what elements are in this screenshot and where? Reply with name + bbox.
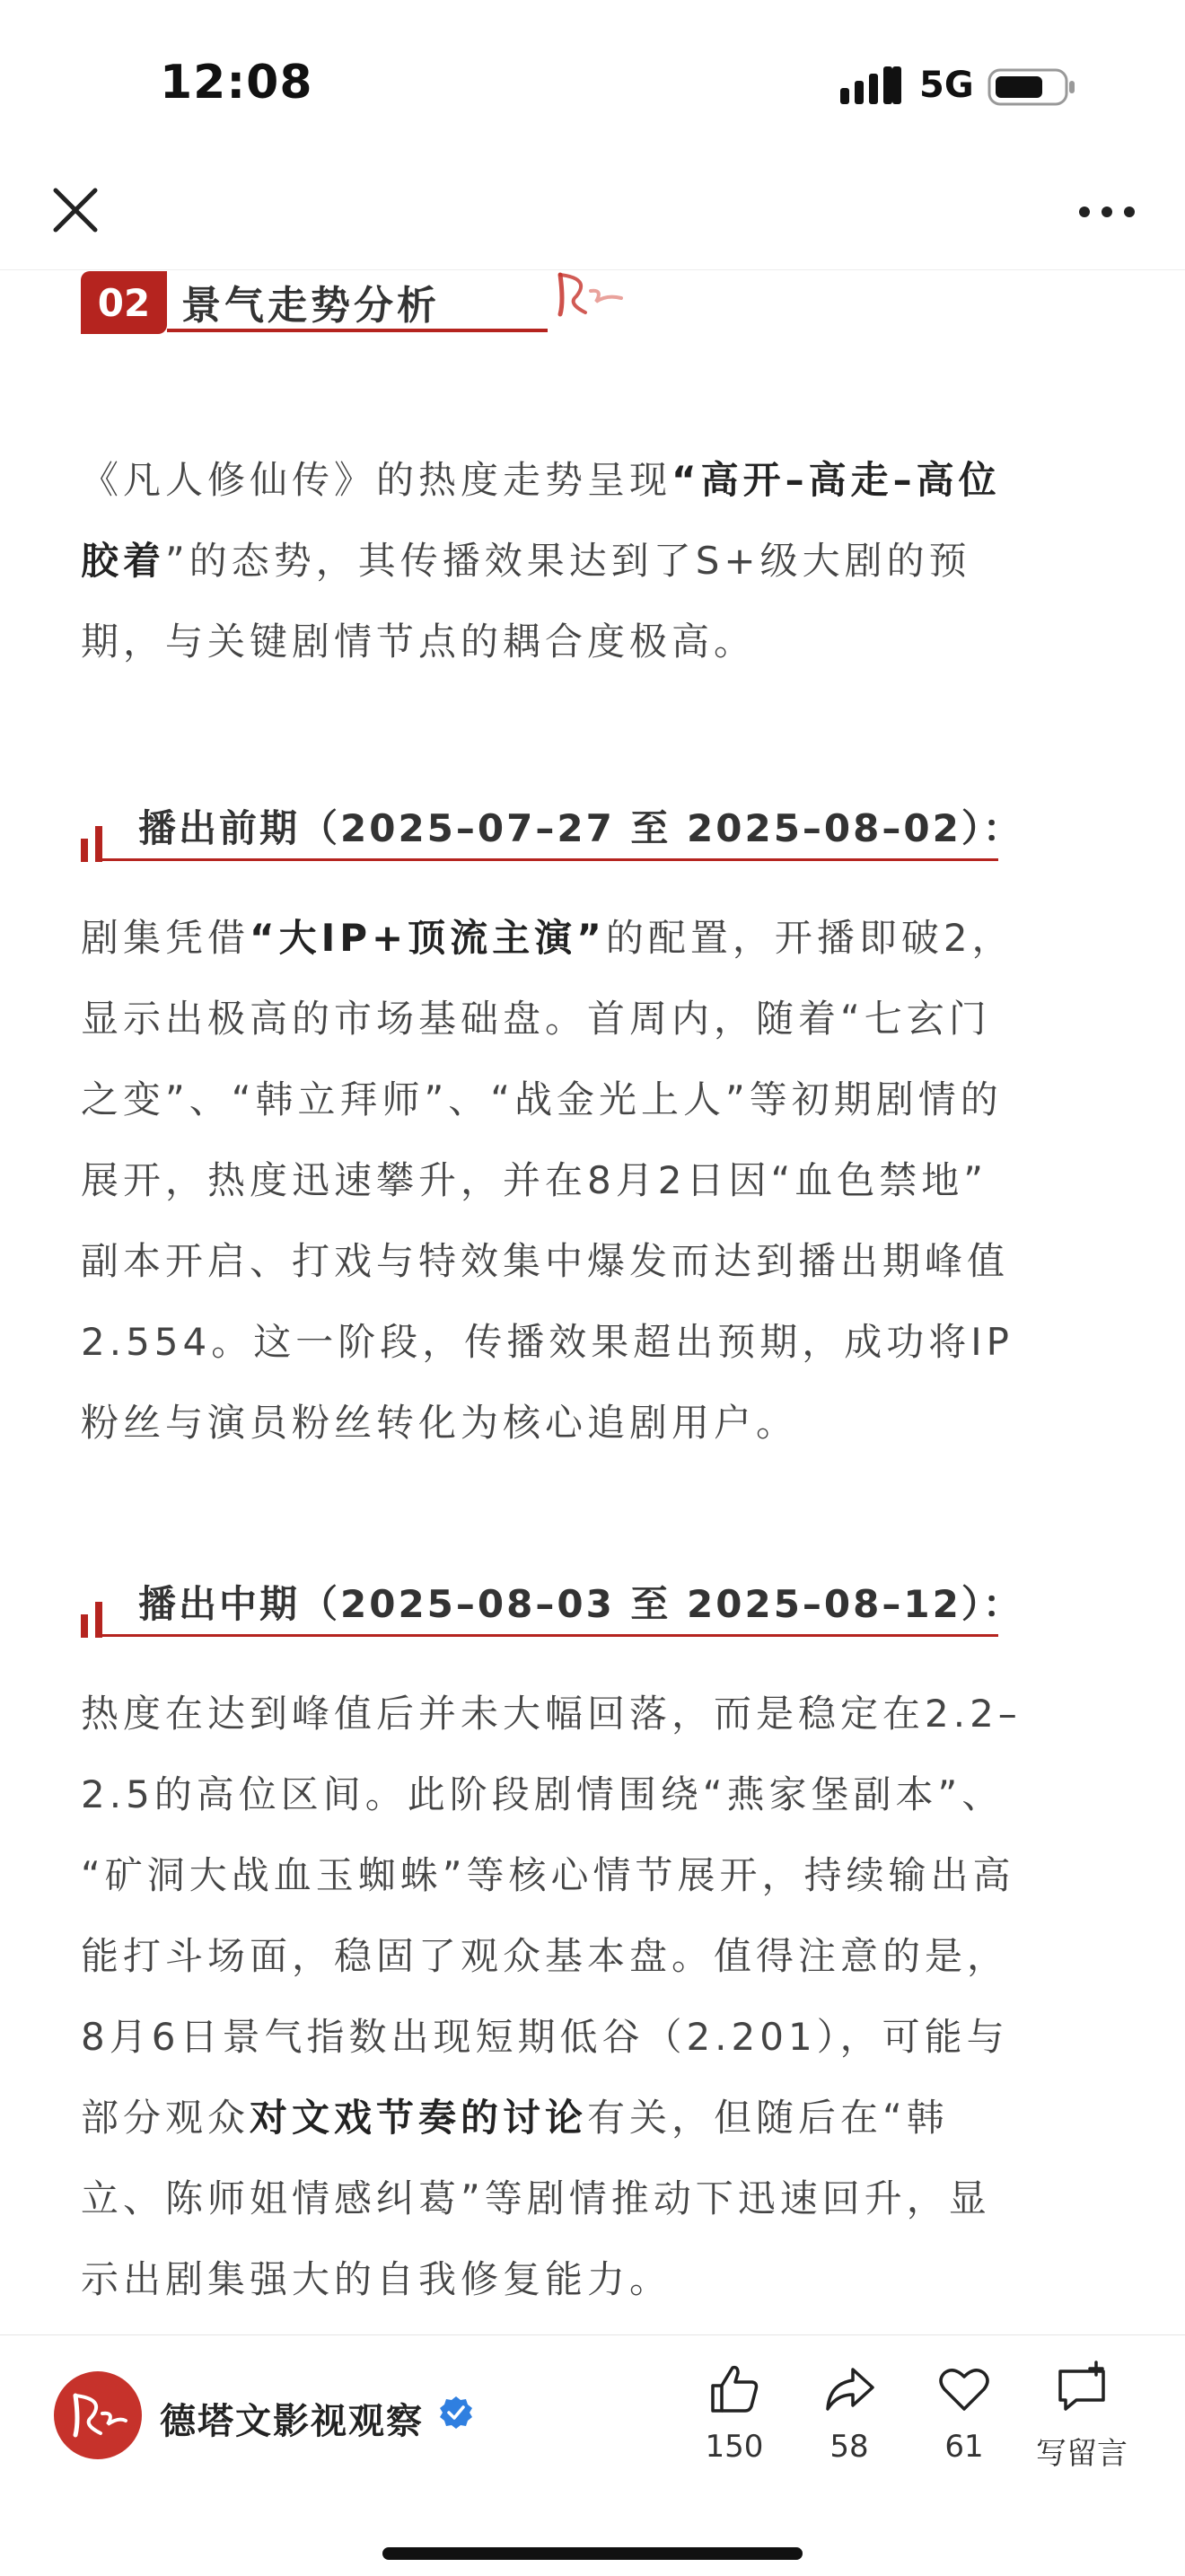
emphasis-text: 对文戏节奏的讨论 <box>250 2096 588 2140</box>
emphasis-text: “高开–高走–高位 <box>672 458 1001 502</box>
text-line: 部分观众 <box>81 2096 250 2140</box>
share-count: 58 <box>830 2429 869 2465</box>
comment-icon <box>1053 2361 1110 2418</box>
text-line: 2.554。这一阶段，传播效果超出预期，成功将IP <box>81 1320 1014 1364</box>
more-icon[interactable] <box>1075 203 1138 221</box>
text-line: 能打斗场面，稳固了观众基本盘。值得注意的是， <box>81 1934 1010 1978</box>
heading-underline <box>101 858 998 861</box>
signal-icon <box>840 66 903 106</box>
thumbs-up-icon <box>706 2361 763 2418</box>
emphasis-text: 胶着 <box>81 539 166 583</box>
battery-icon <box>988 66 1077 108</box>
status-bar <box>0 0 1185 162</box>
verified-badge-icon <box>438 2395 474 2431</box>
heading-bars-icon <box>81 1595 108 1638</box>
like-count: 150 <box>705 2429 764 2465</box>
text-line: 之变”、“韩立拜师”、“战金光上人”等初期剧情的 <box>81 1077 1003 1121</box>
section-number-badge: 02 <box>81 271 167 334</box>
brand-logo-icon <box>66 2388 129 2442</box>
favorite-button[interactable] <box>910 2361 1018 2495</box>
text-line: 的配置，开播即破2， <box>605 916 1014 960</box>
article-body <box>0 269 1185 2334</box>
emphasis-text: “大IP+顶流主演” <box>250 916 606 960</box>
text-line: 《凡人修仙传》的热度走势呈现 <box>81 458 672 502</box>
status-time: 12:08 <box>160 56 313 110</box>
text-line: 期，与关键剧情节点的耦合度极高。 <box>81 620 757 664</box>
text-line: 有关，但随后在“韩 <box>587 2096 949 2140</box>
heart-icon <box>935 2361 993 2418</box>
phase1-paragraph <box>81 898 1104 1464</box>
close-icon[interactable] <box>48 183 102 237</box>
share-icon <box>821 2361 878 2418</box>
section-underline <box>167 329 548 332</box>
text-line: 热度在达到峰值后并未大幅回落，而是稳定在2.2– <box>81 1692 1022 1736</box>
like-button[interactable] <box>680 2361 788 2495</box>
heading-bars-icon <box>81 819 108 862</box>
text-line: 展开，热度迅速攀升，并在8月2日因“血色禁地” <box>81 1158 988 1202</box>
text-line: 剧集凭借 <box>81 916 250 960</box>
text-line: 粉丝与演员粉丝转化为核心追剧用户。 <box>81 1401 799 1445</box>
phase2-paragraph <box>81 1674 1104 2320</box>
share-button[interactable] <box>795 2361 903 2495</box>
intro-paragraph <box>81 440 1104 682</box>
favorite-count: 61 <box>944 2429 984 2465</box>
author-avatar[interactable] <box>54 2371 142 2459</box>
phase2-title: 播出中期（2025–08–03 至 2025–08–12）： <box>138 1582 1023 1626</box>
phase1-heading <box>81 799 1041 871</box>
section-title: 景气走势分析 <box>181 283 440 329</box>
phase1-title: 播出前期（2025–07–27 至 2025–08–02）： <box>138 806 1023 850</box>
text-line: ”的态势，其传播效果达到了S+级大剧的预 <box>165 539 971 583</box>
author-name[interactable]: 德塔文影视观察 <box>160 2401 424 2442</box>
comment-button[interactable] <box>1023 2361 1140 2495</box>
text-line: 示出剧集强大的自我修复能力。 <box>81 2257 672 2301</box>
text-line: 显示出极高的市场基础盘。首周内，随着“七玄门 <box>81 997 991 1041</box>
bottom-action-bar <box>0 2334 1185 2576</box>
comment-label: 写留言 <box>1036 2436 1128 2472</box>
section-heading <box>81 269 584 341</box>
text-line: 副本开启、打戏与特效集中爆发而达到播出期峰值 <box>81 1239 1010 1283</box>
text-line: 8月6日景气指数出现短期低谷（2.201），可能与 <box>81 2015 1009 2059</box>
text-line: “矿洞大战血玉蜘蛛”等核心情节展开，持续输出高 <box>81 1853 1015 1897</box>
text-line: 2.5的高位区间。此阶段剧情围绕“燕家堡副本”、 <box>81 1772 1005 1816</box>
phase2-heading <box>81 1575 1041 1647</box>
network-label: 5G <box>919 65 974 106</box>
home-indicator[interactable] <box>382 2547 803 2560</box>
text-line: 立、陈师姐情感纠葛”等剧情推动下迅速回升，显 <box>81 2176 991 2220</box>
heading-underline <box>101 1634 998 1637</box>
brand-logo-watermark-icon <box>555 269 627 320</box>
top-nav-bar <box>0 162 1185 270</box>
